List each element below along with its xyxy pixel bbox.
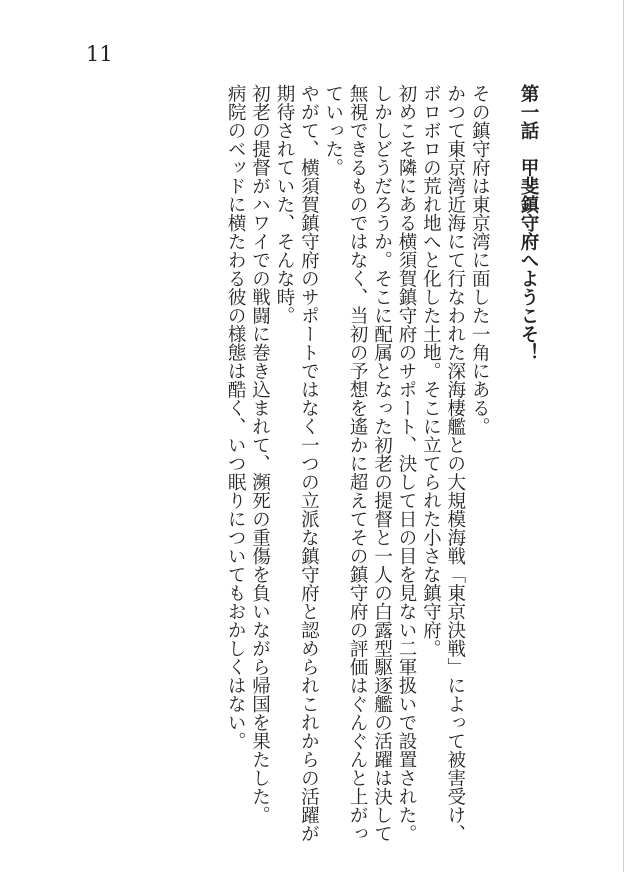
vertical-text-body xyxy=(100,84,540,844)
paragraph: 病院のベッドに横たわる彼の様態は酷く、いつ眠りについてもおかしくはない。 xyxy=(225,84,247,750)
paragraph: かつて東京湾近海にて行なわれた深海棲艦との大規模海戦「東京決戦」によって被害受け、ボロボロの荒れ地へと化した土地。そこに立てられた小さな鎮守府。 xyxy=(420,84,466,843)
paragraph: しかしどうだろうか。そこに配属となった初老の提督と一人の白露型駆逐艦の活躍は決して無視できるものではなく、当初の予想を遙かに超えてその鎮守府の評価はぐんぐんと上がっていった。 xyxy=(322,84,393,843)
paragraph: 初めこそ隣にある横須賀鎮守府のサポート、決して日の目を見ない二軍扱いで設置された。 xyxy=(395,84,417,843)
blank-line xyxy=(491,84,515,844)
page-number: 11 xyxy=(86,42,113,66)
chapter-title: 第一話 甲斐鎮守府へようこそ！ xyxy=(518,84,539,362)
paragraph: 初老の提督がハワイでの戦闘に巻き込まれて、瀕死の重傷を負いながら帰国を果たした。 xyxy=(249,84,271,824)
paragraph: やがて、横須賀鎮守府のサポートではなく一つの立派な鎮守府と認められこれからの活躍が期待されていた、そんな時。 xyxy=(273,84,320,843)
paragraph: その鎮守府は東京湾に面した一角にある。 xyxy=(469,84,491,436)
